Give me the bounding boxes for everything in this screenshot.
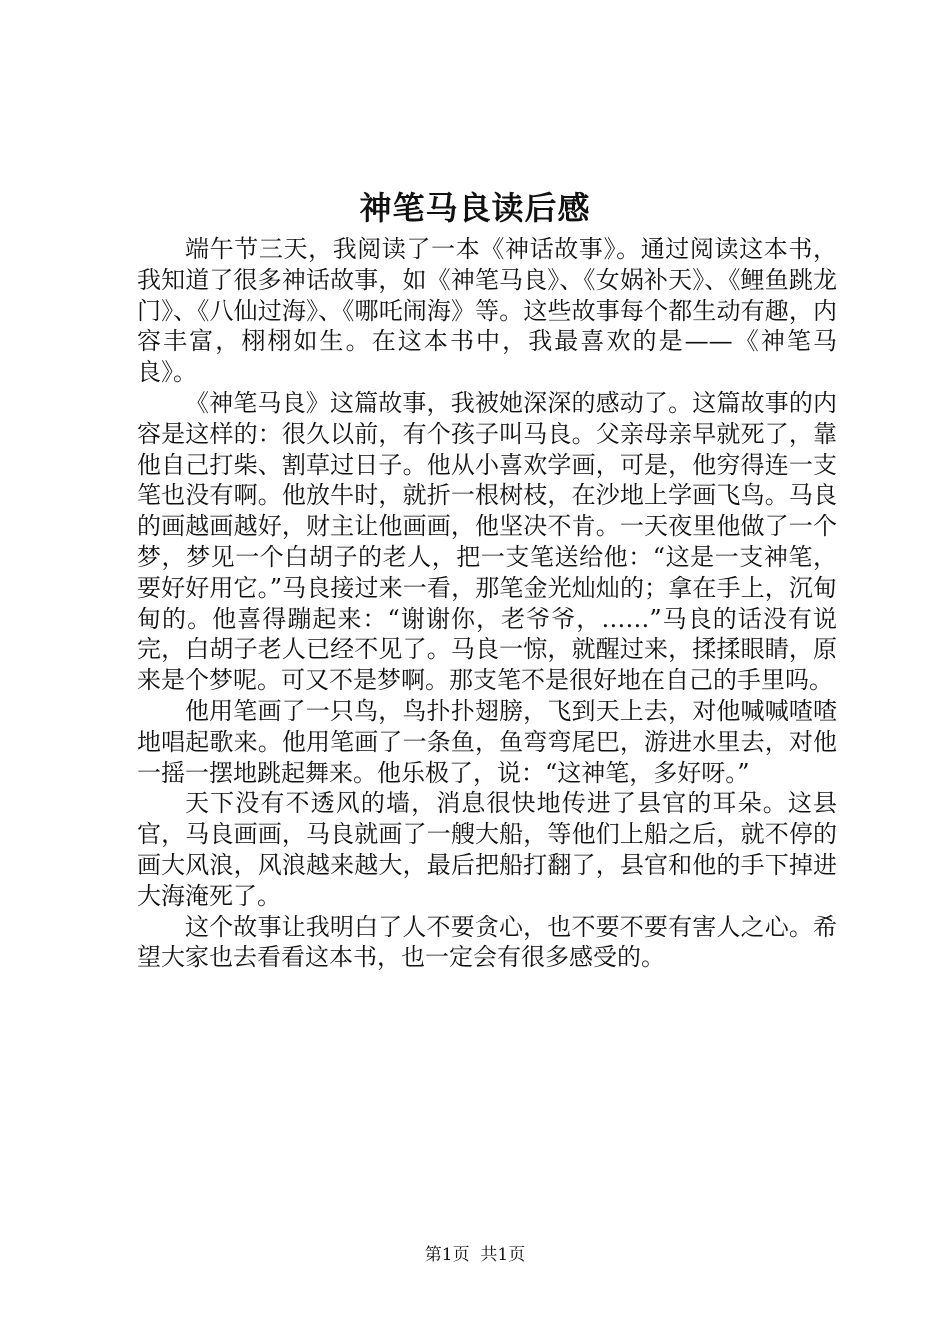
- paragraph: 他用笔画了一只鸟，鸟扑扑翅膀，飞到天上去，对他喊喊喳喳地唱起歌来。他用笔画了一条鱼，鱼弯弯尾巴，游进水里去，对他一摇一摆地跳起舞来。他乐极了，说：“这神笔，多好呀。”: [137, 696, 837, 787]
- paragraph: 《神笔马良》这篇故事，我被她深深的感动了。这篇故事的内容是这样的：很久以前，有个孩子叫马良。父亲母亲早就死了，靠他自己打柴、割草过日子。他从小喜欢学画，可是，他穷得连一支笔也没有啊。他放牛时，就折一根树枝，在沙地上学画飞鸟。马良的画越画越好，财主让他画画，他坚决不肯。一天夜里他做了一个梦，梦见一个白胡子的老人，把一支笔送给他：“这是一支神笔，要好好用它。”马良接过来一看，那笔金光灿灿的；拿在手上，沉甸甸的。他喜得蹦起来：“谢谢你，老爷爷，……”马良的话没有说完，白胡子老人已经不见了。马良一惊，就醒过来，揉揉眼睛，原来是个梦呢。可又不是梦啊。那支笔不是很好地在自己的手里吗。: [137, 388, 837, 695]
- page-number-current: 第1页: [424, 1245, 470, 1265]
- page-footer: [0, 1243, 950, 1267]
- paragraph: 端午节三天，我阅读了一本《神话故事》。通过阅读这本书，我知道了很多神话故事，如《神笔马良》、《女娲补天》、《鲤鱼跳龙门》、《八仙过海》、《哪吒闹海》等。这些故事每个都生动有趣，内容丰富，栩栩如生。在这本书中，我最喜欢的是——《神笔马良》。: [137, 235, 837, 387]
- page-number-total: 共1页: [480, 1245, 526, 1265]
- paragraph: 天下没有不透风的墙，消息很快地传进了县官的耳朵。这县官，马良画画，马良就画了一艘大船，等他们上船之后，就不停的画大风浪，风浪越来越大，最后把船打翻了，县官和他的手下掉进大海淹死了。: [137, 789, 837, 910]
- paragraph: 这个故事让我明白了人不要贪心，也不要不要有害人之心。希望大家也去看看这本书，也一定会有很多感受的。: [137, 912, 837, 972]
- footer-separator: [470, 1245, 481, 1265]
- page-title: 神笔马良读后感: [359, 189, 591, 227]
- document-body: [137, 234, 837, 973]
